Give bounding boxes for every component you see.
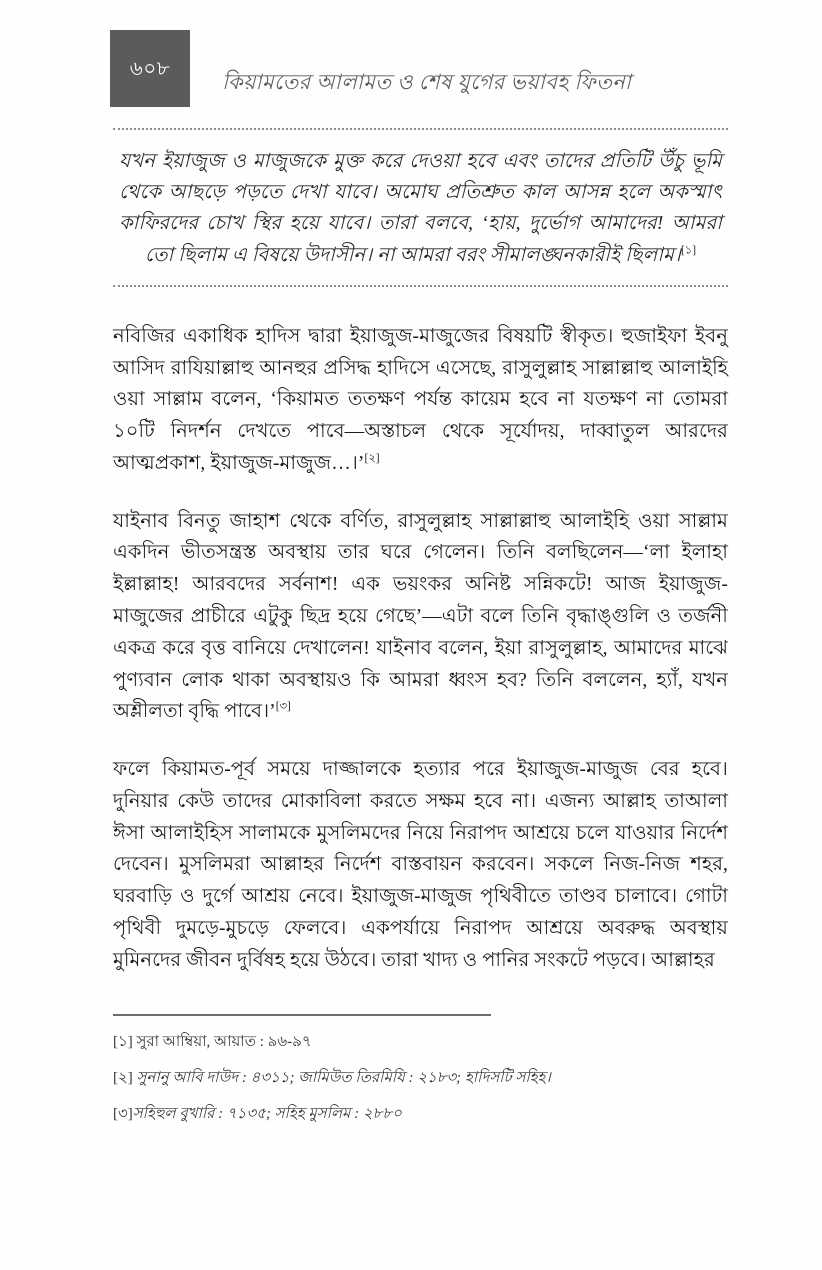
content-column (113, 128, 728, 977)
running-title: কিয়ামতের আলামত ও শেষ যুগের ভয়াবহ ফিতনা (222, 70, 632, 94)
quotation-body: যখন ইয়াজুজ ও মাজুজকে মুক্ত করে দেওয়া হবে এবং তাদের প্রতিটি উঁচু ভূমি থেকে আছড়ে পড়তে দেখা যাবে। অমোঘ প্রতিশ্রুত কাল আসন্ন হলে অকস্মাৎ কাফিরদের চোখ স্থির হয়ে যাবে। তারা বলবে, ‘হায়, দুর্ভোগ আমাদের! আমরা তো ছিলাম এ বিষয়ে উদাসীন। না আমরা বরং সীমালঙ্ঘনকারীই ছিলাম। (119, 151, 722, 266)
paragraph-hadith-reference (113, 321, 728, 480)
quotation-block (113, 128, 728, 287)
footnote-text: সুরা আম্বিয়া, আয়াত : ৯৬-৯৭ (132, 1034, 312, 1050)
paragraph-yajuj-majuj-events (113, 754, 728, 976)
footnote-text: সহিহুল বুখারি : ৭১৩৫; সহিহ মুসলিম : ২৮৮০ (132, 1105, 402, 1122)
paragraph-text: যাইনাব বিনতু জাহাশ থেকে বর্ণিত, রাসুলুল্লাহ সাল্লাল্লাহু আলাইহি ওয়া সাল্লাম একদিন ভীতসন্ত্রস্ত অবস্থায় তার ঘরে গেলেন। তিনি বলছিলেন—‘লা ইলাহা ইল্লাল্লাহ! আরবদের সর্বনাশ! এক ভয়ংকর অনিষ্ট সন্নিকটে! আজ ইয়াজুজ-মাজুজের প্রাচীরে এটুকু ছিদ্র হয়ে গেছে’—এটা বলে তিনি বৃদ্ধাঙ্গুলি ও তর্জনী একত্র করে বৃত্ত বানিয়ে দেখালেন! যাইনাব বলেন, ইয়া রাসুলুল্লাহ, আমাদের মাঝে পুণ্যবান লোক থাকা অবস্থায়ও কি আমরা ধ্বংস হব? তিনি বললেন, হ্যাঁ, যখন অশ্লীলতা বৃদ্ধি পাবে।’ (113, 510, 728, 723)
footnote-item (113, 1068, 733, 1090)
footnote-item (113, 1104, 733, 1126)
footnote-ref-1: [১] (680, 244, 697, 257)
footnote-marker: [১] (113, 1034, 133, 1050)
paragraph-text: নবিজির একাধিক হাদিস দ্বারা ইয়াজুজ-মাজুজের বিষয়টি স্বীকৃত। হুজাইফা ইবনু আসিদ রাযিয়াল্লাহু আনহুর প্রসিদ্ধ হাদিসে এসেছে, রাসুলুল্লাহ সাল্লাল্লাহু আলাইহি ওয়া সাল্লাম বলেন, ‘কিয়ামত ততক্ষণ পর্যন্ত কায়েম হবে না যতক্ষণ না তোমরা ১০টি নিদর্শন দেখতে পাবে—অস্তাচল থেকে সূর্যোদয়, দাব্বাতুল আরদের আত্মপ্রকাশ, ইয়াজুজ-মাজুজ…।’ (113, 325, 728, 474)
page-number-block (110, 30, 190, 107)
footnote-ref-2: [২] (364, 452, 380, 465)
footnote-item (113, 1032, 733, 1054)
footnote-text: সুনানু আবি দাউদ : ৪৩১১; জামিউত তিরমিযি : ২১৮৩; হাদিসটি সহিহ। (132, 1069, 551, 1086)
quotation-text (113, 146, 728, 271)
page-number: ৬০৮ (129, 57, 171, 80)
footnote-area (113, 1014, 733, 1125)
footnote-ref-3: [৩] (275, 700, 291, 713)
paragraph-text: ফলে কিয়ামত-পূর্ব সময়ে দাজ্জালকে হত্যার পরে ইয়াজুজ-মাজুজ বের হবে। দুনিয়ার কেউ তাদের মোকাবিলা করতে সক্ষম হবে না। এজন্য আল্লাহ তাআলা ঈসা আলাইহিস সালামকে মুসলিমদের নিয়ে নিরাপদ আশ্রয়ে চলে যাওয়ার নির্দেশ দেবেন। মুসলিমরা আল্লাহর নির্দেশ বাস্তবায়ন করবেন। সকলে নিজ-নিজ শহর, ঘরবাড়ি ও দুর্গে আশ্রয় নেবে। ইয়াজুজ-মাজুজ পৃথিবীতে তাণ্ডব চালাবে। গোটা পৃথিবী দুমড়ে-মুচড়ে ফেলবে। একপর্যায়ে নিরাপদ আশ্রয়ে অবরুদ্ধ অবস্থায় মুমিনদের জীবন দুর্বিষহ হয়ে উঠবে। তারা খাদ্য ও পানির সংকটে পড়বে। আল্লাহর (113, 759, 728, 971)
footnote-marker: [২] (113, 1069, 133, 1086)
page-header (0, 30, 822, 108)
paragraph-zainab-narration (113, 506, 728, 728)
footnote-marker: [৩] (113, 1105, 133, 1122)
footnote-separator-rule (113, 1014, 491, 1016)
